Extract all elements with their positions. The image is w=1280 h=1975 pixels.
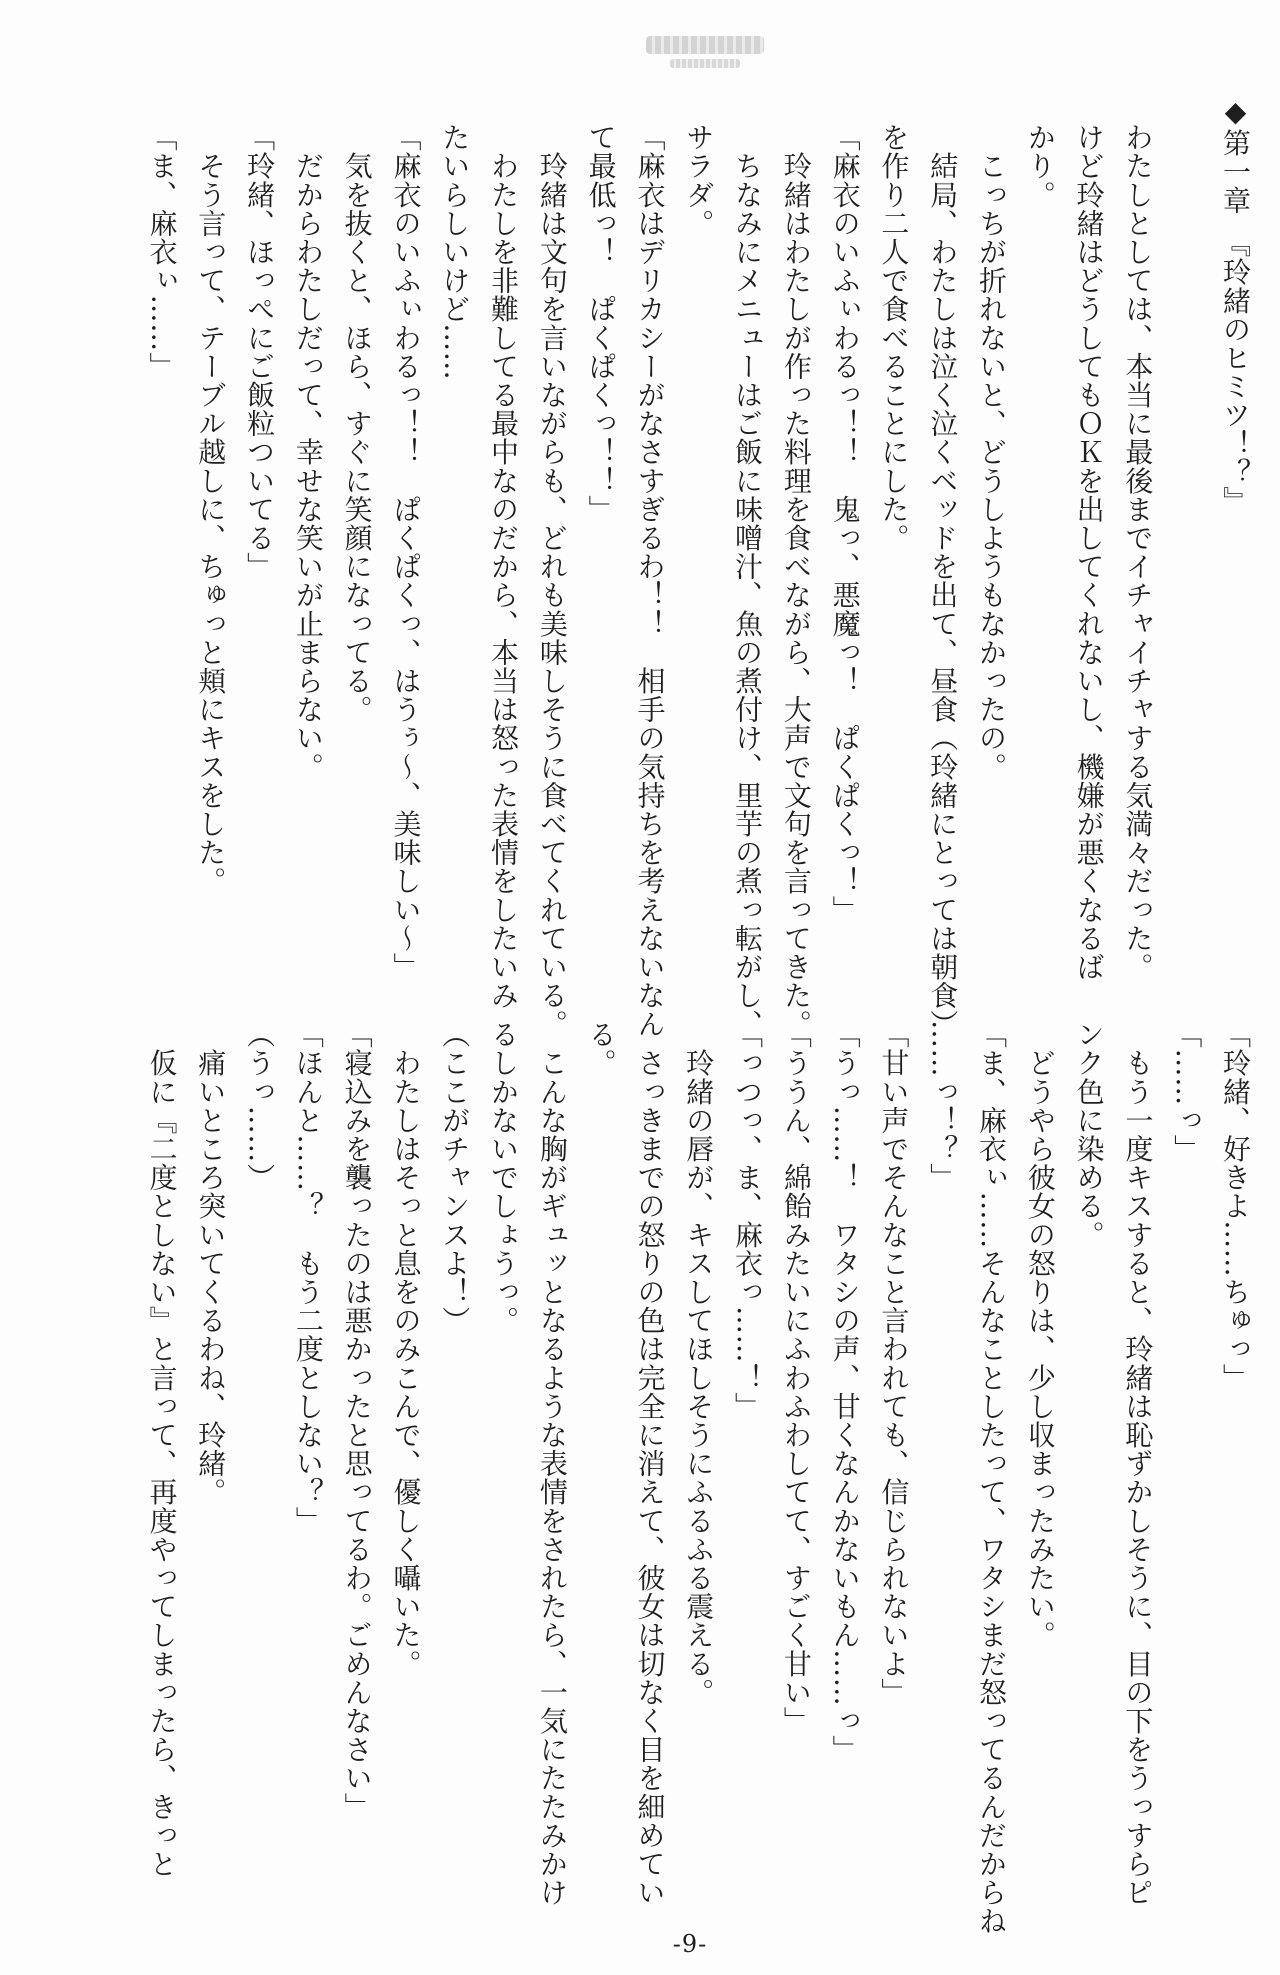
text-line: 「ま、麻衣ぃ……そんなことしたって、ワタシまだ怒ってるんだからね	[975, 1020, 1009, 1936]
text-line: サラダ。	[682, 123, 716, 238]
heading-spacer	[1161, 95, 1210, 975]
text-line: （うっ……）	[243, 1020, 277, 1192]
book-title-logo	[640, 30, 770, 74]
text-line: こんな胸がギュッとなるような表情をされたら、一気にたたみかけ	[535, 1020, 569, 1907]
text-line: もう一度キスすると、玲緒は恥ずかしそうに、目の下をうっすらピ	[1121, 1020, 1155, 1907]
text-line: 「麻衣はデリカシーがなさすぎるわ！！ 相手の気持ちを考えないなん	[633, 123, 667, 1039]
text-line: 仮に『二度としない』と言って、再度やってしまったら、きっと	[145, 1020, 179, 1878]
text-line: 「麻衣のいふぃわるっ！！ 鬼っ、悪魔っ！ ぱくぱくっ！」	[828, 123, 862, 924]
text-line: たいらしいけど……	[438, 123, 472, 381]
text-line: けど玲緒はどうしてもＯＫを出してくれないし、機嫌が悪くなるば	[1072, 123, 1106, 981]
text-line: こっちが折れないと、どうしようもなかったの。	[975, 123, 1009, 781]
text-line: 「……っ」	[1170, 1020, 1204, 1163]
text-line: 「麻衣のいふぃわるっ！！ ぱくぱくっ、はうぅ～、美味しい～」	[389, 123, 423, 981]
text-line: 「玲緒、ほっぺにご飯粒ついてる」	[243, 123, 277, 581]
text-line: だからわたしだって、幸せな笑いが止まらない。	[291, 123, 325, 781]
text-line: 玲緒は文句を言いながらも、どれも美味しそうに食べてくれている。	[535, 123, 569, 1039]
text-line: さっきまでの怒りの色は完全に消えて、彼女は切なく目を細めてい	[633, 1020, 667, 1907]
text-line: （ここがチャンスよ！）	[438, 1020, 472, 1335]
text-line: 気を抜くと、ほら、すぐに笑顔になってる。	[340, 123, 374, 724]
lower-text-block	[137, 1020, 1259, 1936]
text-line: そう言って、テーブル越しに、ちゅっと頬にキスをした。	[194, 123, 228, 896]
text-line: 結局、わたしは泣く泣くベッドを出て、昼食（玲緒にとっては朝食）	[926, 123, 960, 1039]
text-line: 「うっ……！ ワタシの声、甘くなんかないもん……っ」	[828, 1020, 862, 1764]
text-line: わたしを非難してる最中なのだから、本当は怒った表情をしたいみ	[487, 123, 521, 1010]
text-line: どうやら彼女の怒りは、少し収まったみたい。	[1023, 1020, 1057, 1650]
text-line: を作り二人で食べることにした。	[877, 123, 911, 552]
logo-subtitle-mark	[670, 59, 740, 68]
text-line: る。	[584, 1020, 618, 1078]
text-line: わたしとしては、本当に最後までイチャイチャする気満々だった。	[1121, 123, 1155, 981]
text-line: 「ま、麻衣ぃ……」	[145, 123, 179, 381]
upper-text-block	[137, 95, 1259, 1039]
text-line: 「寝込みを襲ったのは悪かったと思ってるわ。ごめんなさい」	[340, 1020, 374, 1821]
text-line: ンク色に染める。	[1072, 1020, 1106, 1249]
text-line: て最低っ！ ぱくぱくっ！！」	[584, 123, 618, 524]
text-line: 「玲緒、好きよ……ちゅっ」	[1219, 1020, 1252, 1392]
text-line: 玲緒の唇が、キスしてほしそうにふるふる震える。	[682, 1020, 716, 1707]
text-line: るしかないでしょうっ。	[487, 1020, 521, 1335]
text-line: 「甘い声でそんなこと言われても、信じられないよ」	[877, 1020, 911, 1707]
chapter-heading: ◆第一章 『玲緒のヒミツ！？』	[1219, 95, 1252, 515]
text-line: ちなみにメニューはご飯に味噌汁、魚の煮付け、里芋の煮っ転がし、	[731, 123, 765, 1039]
text-line: かり。	[1023, 123, 1057, 209]
text-line: 痛いところ突いてくるわね、玲緒。	[194, 1020, 228, 1507]
text-line: 玲緒はわたしが作った料理を食べながら、大声で文句を言ってきた。	[779, 123, 813, 1039]
page-number: -9-	[672, 1930, 708, 1958]
text-line: ……っ！？」	[926, 1020, 960, 1192]
text-line: 「ううん、綿飴みたいにふわふわしてて、すごく甘い」	[779, 1020, 813, 1735]
text-line: 「っつっ、ま、麻衣っ……！」	[731, 1020, 765, 1421]
logo-title-mark	[646, 36, 764, 54]
text-line: 「ほんと……？ もう二度としない？」	[291, 1020, 325, 1535]
text-line: わたしはそっと息をのみこんで、優しく囁いた。	[389, 1020, 423, 1678]
